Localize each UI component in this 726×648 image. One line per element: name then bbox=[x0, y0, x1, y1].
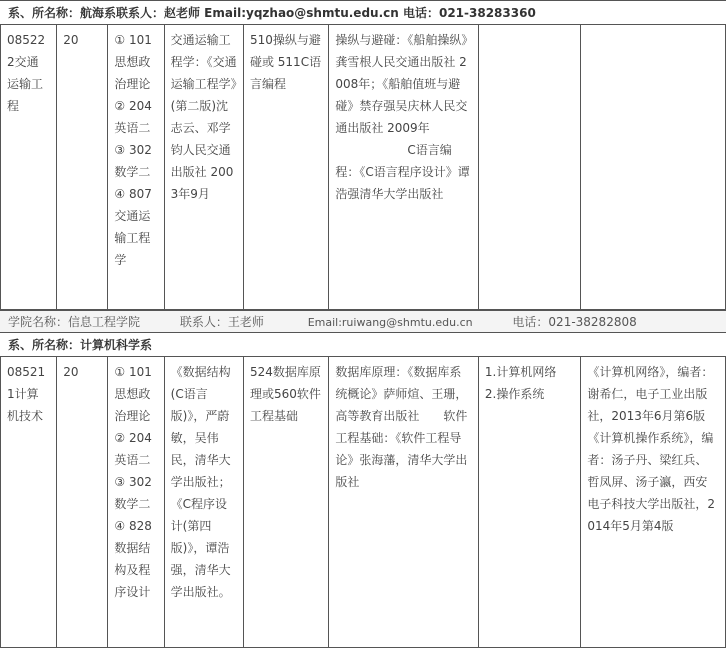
major2-direction-1: 1.计算机网络 bbox=[484, 365, 557, 379]
major2-direction-ref bbox=[581, 357, 726, 648]
major1-retest: 510操纵与避碰或 511C语言编程 bbox=[243, 25, 328, 310]
major2-direction-ref-2: 《计算机操作系统》，编者：汤子丹、梁红兵、哲凤屏、汤子瀛，西安电子科技大学出版社，2014年5月第4版 bbox=[587, 431, 715, 533]
major1-row bbox=[1, 25, 726, 310]
school-email: Email:ruiwang@shmtu.edu.cn bbox=[307, 316, 473, 329]
school-contact: 联系人：王老师 bbox=[179, 315, 264, 329]
major1-exam-3: ③ 302 数学二 bbox=[114, 143, 152, 179]
major1-num: 20 bbox=[57, 25, 108, 310]
major1-direction bbox=[478, 25, 580, 310]
school-phone: 电话：021-38282808 bbox=[512, 315, 637, 329]
major2-exam bbox=[108, 357, 164, 648]
dept1-header-text: 系、所名称：航海系联系人：赵老师 Email:yqzhao@shmtu.edu.cn 电话：021-38283360 bbox=[8, 6, 536, 20]
major2-num: 20 bbox=[57, 357, 108, 648]
major2-exam-2: ② 204 英语二 bbox=[114, 431, 152, 467]
major2-code: 085211计算机技术 bbox=[1, 357, 57, 648]
major1-exam bbox=[108, 25, 164, 310]
dept1-header bbox=[0, 0, 726, 24]
school-row bbox=[0, 310, 726, 332]
major1-exam-4: ④ 807 交通运输工程学 bbox=[114, 187, 152, 267]
major2-direction-ref-1: 《计算机网络》，编者：谢希仁，电子工业出版社，2013年6月第6版 bbox=[587, 365, 714, 423]
major1-retest-ref-2: C语言编程：《C语言程序设计》谭浩强清华大学出版社 bbox=[335, 143, 470, 201]
major1-exam-2: ② 204 英语二 bbox=[114, 99, 152, 135]
school-name: 学院名称：信息工程学院 bbox=[8, 315, 141, 329]
dept2-header bbox=[0, 332, 726, 356]
major2-retest-ref bbox=[329, 357, 479, 648]
major1-exam-1: ① 101 思想政治理论 bbox=[114, 33, 152, 91]
major2-retest-ref-1: 数据库原理：《数据库系统概论》萨师煊、王珊，高等教育出版社 软件工程基础：《软件工程导论》张海藩，清华大学出版社 bbox=[335, 365, 468, 489]
major1-ref: 交通运输工程学：《交通运输工程学》(第二版)沈志云、邓学钧人民交通出版社 2003年9月 bbox=[164, 25, 243, 310]
major2-direction-2: 2.操作系统 bbox=[484, 387, 545, 401]
major2-exam-1: ① 101 思想政治理论 bbox=[114, 365, 152, 423]
major1-retest-ref bbox=[329, 25, 479, 310]
major2-ref: 《数据结构(C语言版)》，严蔚敏，吴伟民，清华大学出版社；《C程序设计(第四版)》，谭浩强，清华大学出版社。 bbox=[164, 357, 243, 648]
major1-direction-ref bbox=[581, 25, 726, 310]
dept2-header-text: 系、所名称：计算机科学系 bbox=[8, 338, 153, 352]
major1-code: 085222交通运输工程 bbox=[1, 25, 57, 310]
major2-retest: 524数据库原理或560软件工程基础 bbox=[243, 357, 328, 648]
major2-direction bbox=[478, 357, 580, 648]
major2-exam-4: ④ 828 数据结构及程序设计 bbox=[114, 519, 152, 599]
major2-row bbox=[1, 357, 726, 648]
major1-retest-ref-1: 操纵与避碰：《船舶操纵》龚雪根人民交通出版社 2008年；《船舶值班与避碰》禁存强吴庆林人民交通出版社 2009年 bbox=[335, 33, 468, 135]
major1-table bbox=[0, 24, 726, 310]
major2-exam-3: ③ 302 数学二 bbox=[114, 475, 152, 511]
major2-table bbox=[0, 356, 726, 648]
